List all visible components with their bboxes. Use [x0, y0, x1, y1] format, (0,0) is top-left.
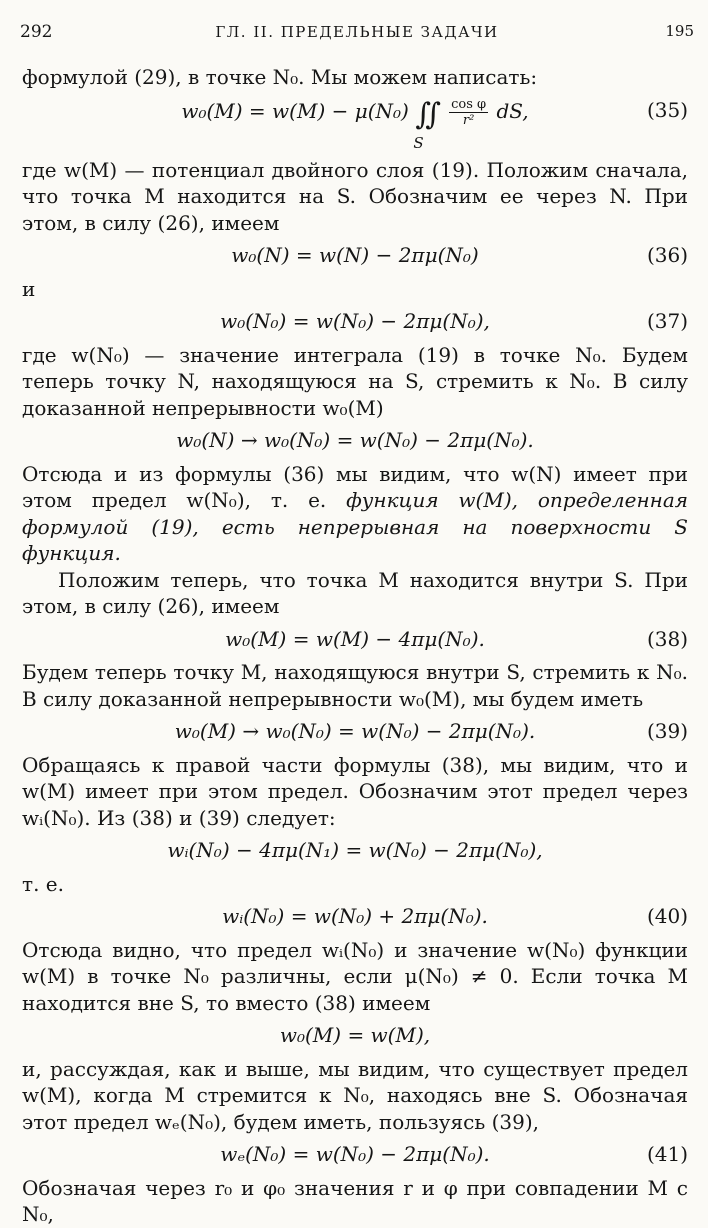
- equation-number-39: (39): [646, 719, 688, 743]
- equation-38: [22, 626, 688, 653]
- equation-37-text: w₀(N₀) = w(N₀) − 2πμ(N₀),: [220, 309, 490, 333]
- paragraph-3: где w(N₀) — значение интеграла (19) в точке N₀. Будем теперь точку N, находящуюся на S, стремить к N₀. В силу доказанной непрерывности w₀(M): [22, 342, 688, 420]
- paragraph-2: где w(M) — потенциал двойного слоя (19). Положим сначала, что точка M находится на S. Обозначим ее через N. При этом, в силу (26), имеем: [22, 157, 688, 235]
- equation-39: [22, 718, 688, 745]
- equation-35-body: [181, 96, 529, 152]
- equation-limit-2-text: wᵢ(N₀) − 4πμ(N₁) = w(N₀) − 2πμ(N₀),: [167, 838, 543, 862]
- paragraph-4: [22, 461, 688, 567]
- paragraph-6: Будем теперь точку M, находящуюся внутри S, стремить к N₀. В силу доказанной непрерывности w₀(M), мы будем иметь: [22, 660, 688, 711]
- equation-36: [22, 242, 688, 269]
- equation-41-text: wₑ(N₀) = w(N₀) − 2πμ(N₀).: [220, 1142, 490, 1166]
- paragraph-4-emphasis: функция w(M), определенная формулой (19), есть непрерывная на поверхности S функция.: [22, 488, 688, 565]
- equation-39-text: w₀(M) → w₀(N₀) = w(N₀) − 2πμ(N₀).: [174, 719, 536, 743]
- fraction-numerator: cos φ: [451, 96, 487, 112]
- body-text: [22, 64, 688, 1228]
- equation-exterior: [22, 1022, 688, 1049]
- chapter-title: ГЛ. II. ПРЕДЕЛЬНЫЕ ЗАДАЧИ: [215, 23, 499, 41]
- equation-limit-1: [22, 427, 688, 454]
- equation-41: [22, 1141, 688, 1168]
- paragraph-10: Обозначая через r₀ и φ₀ значения r и φ при совпадении M с N₀,: [22, 1175, 688, 1226]
- paragraph-4-text: Отсюда и из формулы (36) мы видим, что w(N) имеет при этом предел w(N₀), т. е.: [22, 461, 688, 512]
- equation-35-lhs: w₀(M) = w(M) − μ(N₀): [181, 98, 409, 123]
- equation-limit-2: [22, 837, 688, 864]
- equation-exterior-text: w₀(M) = w(M),: [279, 1023, 431, 1047]
- fraction-denominator: r²: [462, 112, 475, 128]
- double-integral-sign: ∬: [415, 96, 441, 132]
- equation-40: [22, 903, 688, 930]
- equation-number-40: (40): [646, 904, 688, 928]
- equation-number-36: (36): [646, 243, 688, 267]
- equation-40-text: wᵢ(N₀) = w(N₀) + 2πμ(N₀).: [222, 904, 488, 928]
- equation-35: [22, 96, 688, 152]
- equation-limit-1-text: w₀(N) → w₀(N₀) = w(N₀) − 2πμ(N₀).: [176, 428, 534, 452]
- equation-number-35: (35): [646, 97, 688, 122]
- paragraph-9: и, рассуждая, как и выше, мы видим, что существует предел w(M), когда M стремится к N₀, находясь вне S. Обозначая этот предел wₑ(N₀), будем иметь, пользуясь (39),: [22, 1056, 688, 1134]
- integral-domain-label: S: [413, 133, 424, 152]
- paragraph-8: Отсюда видно, что предел wᵢ(N₀) и значение w(N₀) функции w(M) в точке N₀ различны, если μ(N₀) ≠ 0. Если точка M находится вне S, то вместо (38) имеем: [22, 937, 688, 1015]
- conjunction-and: и: [22, 276, 36, 301]
- phrase-that-is: т. е.: [22, 871, 64, 896]
- running-head: [20, 22, 694, 46]
- page-number-right: 195: [665, 22, 694, 40]
- equation-number-41: (41): [646, 1142, 688, 1166]
- equation-37: [22, 308, 688, 335]
- equation-35-tail: dS,: [496, 98, 529, 123]
- paragraph-5: Положим теперь, что точка M находится внутри S. При этом, в силу (26), имеем: [22, 567, 688, 618]
- equation-38-text: w₀(M) = w(M) − 4πμ(N₀).: [225, 626, 485, 651]
- page-number-left: 292: [20, 22, 53, 42]
- equation-35-fraction: [449, 97, 488, 128]
- paragraph-7: Обращаясь к правой части формулы (38), мы видим, что и w(M) имеет при этом предел. Обозначим этот предел через wᵢ(N₀). Из (38) и (39) следует:: [22, 752, 688, 830]
- equation-number-38: (38): [646, 626, 688, 651]
- paragraph-1: формулой (29), в точке N₀. Мы можем написать:: [22, 65, 538, 89]
- equation-36-text: w₀(N) = w(N) − 2πμ(N₀): [231, 243, 479, 267]
- equation-number-37: (37): [646, 309, 688, 333]
